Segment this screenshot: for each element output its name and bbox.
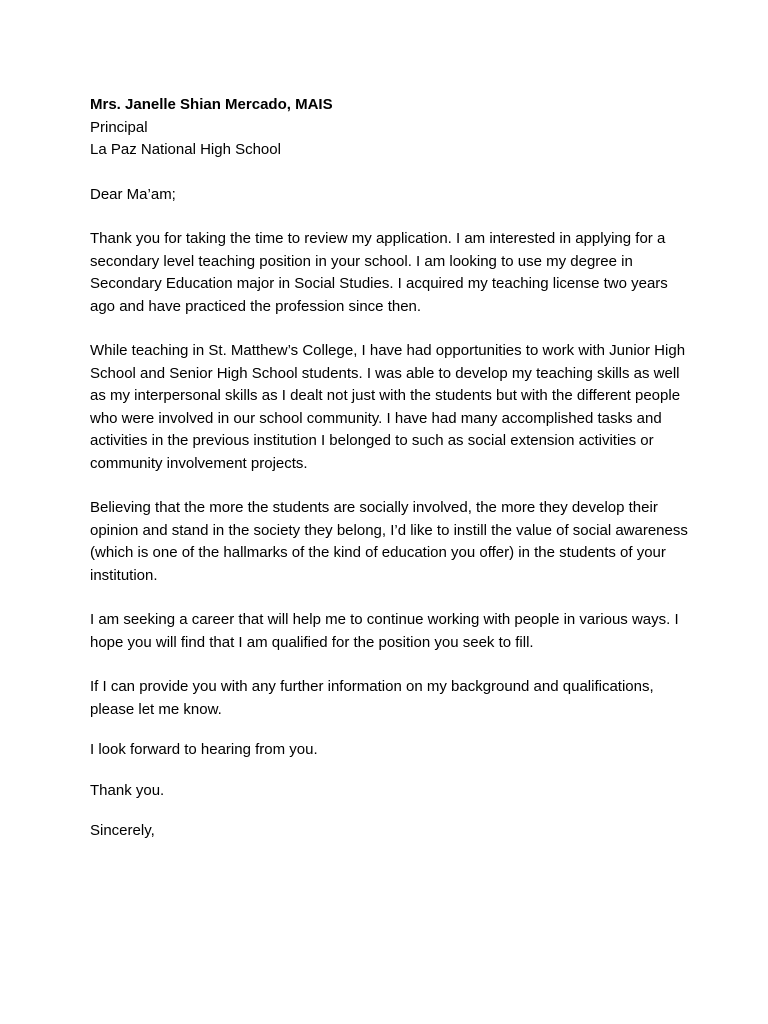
recipient-school: La Paz National High School bbox=[90, 141, 281, 158]
recipient-name: Mrs. Janelle Shian Mercado, MAIS bbox=[90, 96, 333, 113]
body-paragraph-5: If I can provide you with any further information on my background and qualifications, please let me know. bbox=[90, 678, 654, 718]
letter-page bbox=[90, 94, 690, 843]
body-paragraph-1: Thank you for taking the time to review my application. I am interested in applying for a secondary level teaching position in your school. I am looking to use my degree in Secondary Education major in Social Studies. I acquired my teaching license two years ago and have practiced the profession since then. bbox=[90, 230, 668, 315]
salutation: Dear Ma’am; bbox=[90, 185, 176, 203]
body-paragraph-6: I look forward to hearing from you. bbox=[90, 741, 318, 758]
recipient-title: Principal bbox=[90, 118, 148, 136]
body-paragraph-3: Believing that the more the students are socially involved, the more they develop their opinion and stand in the society they belong, I’d like to instill the value of social awareness (which is one of the hallmarks of the kind of education you offer) in the students of your institution. bbox=[90, 499, 688, 584]
closing: Sincerely, bbox=[90, 822, 155, 839]
body-paragraph-7: Thank you. bbox=[90, 781, 165, 799]
body-paragraph-2: While teaching in St. Matthew’s College, I have had opportunities to work with Junior High School and Senior High School students. I was able to develop my teaching skills as well as my interpersonal skills as I dealt not just with the students but with the different people who were involved in our school community. I have had many accomplished tasks and activities in the previous institution I belonged to such as social extension activities or community involvement projects. bbox=[90, 342, 686, 472]
body-paragraph-4: I am seeking a career that will help me to continue working with people in various ways. I hope you will find that I am qualified for the position you seek to fill. bbox=[90, 611, 679, 651]
